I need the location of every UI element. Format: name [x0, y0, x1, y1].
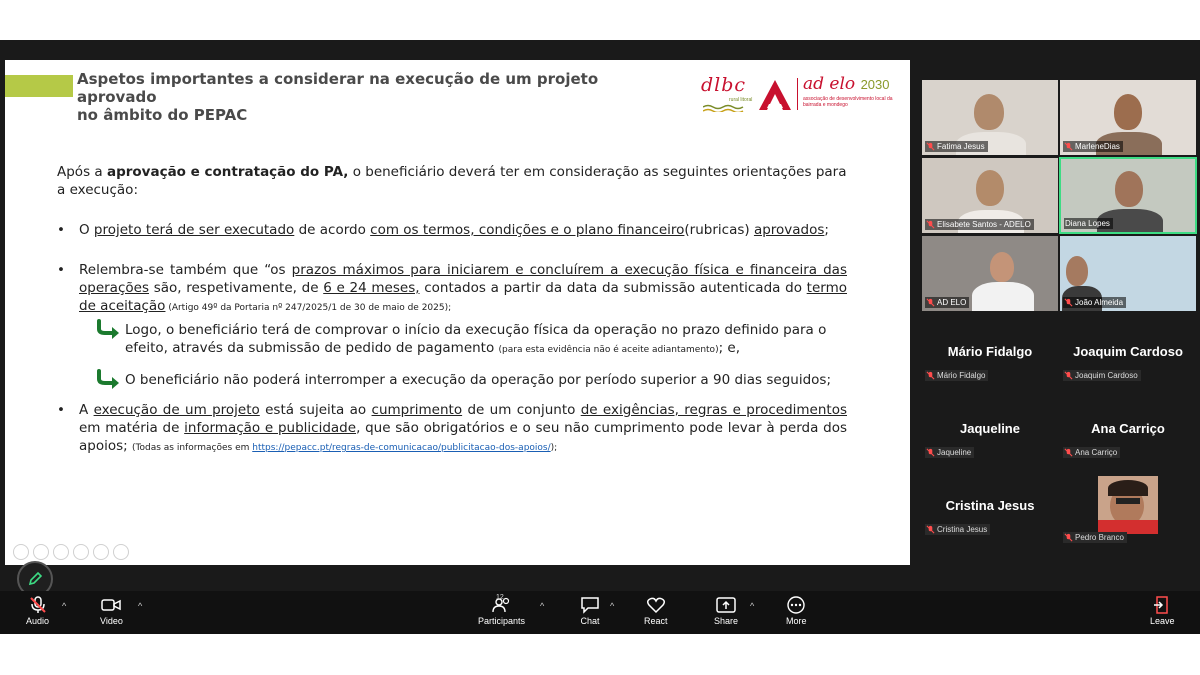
- share-options-caret[interactable]: ^: [750, 601, 755, 611]
- participant-name: João Almeida: [1075, 298, 1124, 307]
- video-tile[interactable]: [922, 236, 1058, 311]
- participant-name: Pedro Branco: [1075, 533, 1124, 542]
- curved-arrow-icon: [95, 319, 121, 339]
- partner-logos: [701, 74, 901, 114]
- annotation-tool-icon[interactable]: [113, 544, 129, 560]
- tile-name-label: [1064, 218, 1113, 229]
- bullet-3: [57, 401, 847, 457]
- participant-name: Mário Fidalgo: [937, 371, 986, 380]
- participant-name: Ana Carriço: [1075, 448, 1118, 457]
- dlbc-waves-icon: [703, 104, 747, 112]
- b2-text: contados a partir da data da submissão autenticada do: [419, 280, 807, 296]
- leave-button[interactable]: [1150, 596, 1175, 626]
- b2-underline: termo de aceitação: [79, 280, 847, 314]
- intro-bold: aprovação e contratação do PA,: [106, 164, 349, 180]
- tile-name-label: [1063, 447, 1120, 458]
- bullet-2: [57, 261, 847, 317]
- zoom-meeting-window: [0, 40, 1200, 634]
- react-button[interactable]: [644, 596, 668, 626]
- leave-label: Leave: [1150, 616, 1175, 626]
- participants-button[interactable]: [478, 596, 525, 626]
- sub-point-2: [57, 371, 847, 389]
- video-tile[interactable]: [1060, 80, 1196, 155]
- audio-options-caret[interactable]: ^: [62, 601, 67, 611]
- b2-underline: prazos máximos para iniciarem e concluírem a execução física e financeira das operações: [79, 262, 847, 296]
- b2-text: são, respetivamente, de: [148, 280, 324, 296]
- share-label: Share: [714, 616, 739, 626]
- participant-head: [1115, 171, 1143, 207]
- b1-text: de acordo: [294, 222, 371, 238]
- more-label: More: [786, 616, 807, 626]
- video-tile[interactable]: [922, 80, 1058, 155]
- b3-text: em matéria de: [79, 420, 185, 436]
- chat-bubble-icon: [580, 596, 600, 614]
- b3-underline: execução de um projeto: [93, 402, 260, 418]
- slide-title-line2: no âmbito do PEPAC: [77, 106, 248, 124]
- more-button[interactable]: [786, 596, 807, 626]
- leave-door-icon: [1152, 596, 1172, 614]
- sub1-end: ; e,: [718, 340, 741, 356]
- mic-off-icon: [926, 448, 935, 457]
- bullet-1: [57, 221, 847, 239]
- video-label: Video: [100, 616, 123, 626]
- participant-head: [990, 252, 1014, 282]
- tile-name-label: [1063, 370, 1141, 381]
- avatar-glasses: [1116, 498, 1140, 504]
- adelo-logo-sub: associação de desenvolvimento local da bairrada e mondego: [803, 96, 893, 108]
- chat-label: Chat: [580, 616, 600, 626]
- participants-count: 12: [496, 594, 504, 601]
- slide-body: [57, 163, 847, 457]
- share-screen-icon: [716, 596, 736, 614]
- b2-text: Relembra-se também que “os: [79, 262, 292, 278]
- title-accent-bar: [5, 75, 73, 97]
- b2-small: (Artigo 49º da Portaria nº 247/2025/1 de 30 de maio de 2025);: [165, 303, 452, 313]
- b1-text: (rubricas): [684, 222, 754, 238]
- mic-muted-icon: [29, 596, 47, 614]
- b2-underline: 6 e 24 meses,: [323, 280, 420, 296]
- sub-point-1: [57, 321, 847, 359]
- audio-button[interactable]: [26, 596, 49, 626]
- bullet-dot: •: [57, 262, 65, 278]
- b3-underline: informação e publicidade: [184, 420, 357, 436]
- pencil-icon: [27, 571, 43, 587]
- name-tile[interactable]: [922, 484, 1058, 559]
- annotation-tool-icon[interactable]: [13, 544, 29, 560]
- slide-title-line1: Aspetos importantes a considerar na execução de um projeto aprovado: [77, 70, 599, 106]
- participant-name: Fatima Jesus: [937, 142, 985, 151]
- slide-title: [77, 70, 677, 124]
- adelo-logo-text: ad elo: [803, 74, 856, 94]
- avatar: [1098, 476, 1158, 534]
- tile-name-label: [1063, 532, 1127, 543]
- participant-display-name: Jaqueline: [960, 421, 1020, 436]
- tile-name-label: [925, 219, 1034, 230]
- intro-paragraph: [57, 163, 847, 199]
- b3-small-end: );: [550, 443, 558, 453]
- photo-tile[interactable]: [1060, 476, 1196, 551]
- tile-name-label: [1063, 297, 1126, 308]
- bullet-dot: •: [57, 402, 65, 418]
- b3-underline: cumprimento: [371, 402, 463, 418]
- tile-name-label: [925, 524, 990, 535]
- b3-text: está sujeita ao: [259, 402, 372, 418]
- audio-label: Audio: [26, 616, 50, 626]
- logo-divider: [797, 78, 798, 110]
- heart-icon: [646, 596, 666, 614]
- bullet-dot: •: [57, 222, 65, 238]
- b3-text: A: [79, 402, 94, 418]
- participant-head: [1114, 94, 1142, 130]
- mic-off-icon: [1064, 298, 1073, 307]
- b3-small: (Todas as informações em: [132, 443, 253, 453]
- annotation-tool-icon[interactable]: [33, 544, 49, 560]
- b1-underline: aprovados: [753, 222, 825, 238]
- intro-post: o beneficiário deverá ter em consideração as seguintes orientações para a execução:: [57, 164, 847, 198]
- tile-name-label: [925, 370, 988, 381]
- chat-button[interactable]: [580, 596, 600, 626]
- adelo-logo: [803, 74, 889, 94]
- name-tile[interactable]: [1060, 407, 1196, 482]
- video-tile-active-speaker[interactable]: [1059, 157, 1197, 234]
- video-camera-icon: [101, 596, 121, 614]
- mic-off-icon: [926, 525, 935, 534]
- b1-underline: com os termos, condições e o plano financeiro: [370, 222, 685, 238]
- participants-options-caret[interactable]: ^: [540, 601, 545, 611]
- chat-options-caret[interactable]: ^: [610, 601, 615, 611]
- react-label: React: [644, 616, 668, 626]
- annotation-tool-icon[interactable]: [73, 544, 89, 560]
- tile-name-label: [925, 141, 988, 152]
- participant-head: [974, 94, 1004, 130]
- video-tile[interactable]: [1060, 236, 1196, 311]
- mic-off-icon: [1064, 533, 1073, 542]
- mic-off-icon: [1064, 371, 1073, 380]
- mic-off-icon: [926, 220, 935, 229]
- shared-screen-slide: [5, 60, 910, 565]
- name-tile[interactable]: [922, 330, 1058, 405]
- video-tile[interactable]: [922, 158, 1058, 233]
- participant-display-name: Mário Fidalgo: [947, 344, 1033, 359]
- mic-off-icon: [926, 142, 935, 151]
- adelo-logo-year: 2030: [860, 77, 890, 92]
- participants-label: Participants: [478, 616, 526, 626]
- b3-text: de um conjunto: [462, 402, 581, 418]
- name-tile[interactable]: [922, 407, 1058, 482]
- participant-display-name: Cristina Jesus: [945, 498, 1035, 513]
- b3-text: , que são obrigatórios e o seu não cumprimento pode levar à perda dos apoios;: [79, 420, 847, 454]
- b1-underline: projeto terá de ser executado: [93, 222, 295, 238]
- sub1-text: Logo, o beneficiário terá de comprovar o início da execução física da operação no prazo definido para o efeito, através da submissão de pedido de pagamento: [125, 322, 827, 356]
- tile-name-label: [925, 447, 974, 458]
- sub1-small: (para esta evidência não é aceite adiantamento): [498, 345, 719, 355]
- participant-display-name: Ana Carriço: [1091, 421, 1165, 436]
- pepac-link[interactable]: https://pepacc.pt/regras-de-comunicacao/publicitacao-dos-apoios/: [252, 443, 551, 453]
- share-button[interactable]: [714, 596, 738, 626]
- b1-text: ;: [824, 222, 829, 238]
- participant-body: [972, 282, 1034, 311]
- annotation-tool-icon[interactable]: [53, 544, 69, 560]
- tile-name-label: [1063, 141, 1123, 152]
- participant-name: Joaquim Cardoso: [1075, 371, 1138, 380]
- annotation-mini-tools[interactable]: [13, 544, 129, 560]
- mic-off-icon: [926, 371, 935, 380]
- mic-off-icon: [1064, 142, 1073, 151]
- b1-text: O: [79, 222, 94, 238]
- dlbc-logo: dlbc: [701, 74, 747, 96]
- video-options-caret[interactable]: ^: [138, 601, 143, 611]
- mic-off-icon: [926, 298, 935, 307]
- participant-name: MarleneDias: [1075, 142, 1120, 151]
- video-button[interactable]: [100, 596, 123, 626]
- tile-name-label: [925, 297, 969, 308]
- participant-display-name: Joaquim Cardoso: [1073, 344, 1183, 359]
- b3-underline: de exigências, regras e procedimentos: [580, 402, 847, 418]
- curved-arrow-icon: [95, 369, 121, 389]
- participant-name: AD ELO: [937, 298, 967, 307]
- participant-name: Cristina Jesus: [937, 525, 988, 534]
- name-tile[interactable]: [1060, 330, 1196, 405]
- participant-head: [976, 170, 1004, 206]
- annotation-tool-icon[interactable]: [93, 544, 109, 560]
- mic-off-icon: [1064, 448, 1073, 457]
- participant-name: Jaqueline: [937, 448, 972, 457]
- intro-pre: Após a: [57, 164, 107, 180]
- meeting-toolbar: [0, 591, 1200, 634]
- dlbc-logo-sub: rural litoral: [729, 97, 753, 103]
- participant-name: Elisabete Santos - ADELO: [937, 220, 1031, 229]
- avatar-hair: [1108, 480, 1148, 496]
- sub2-text: O beneficiário não poderá interromper a execução da operação por período superior a 90 dias seguidos;: [125, 372, 831, 388]
- participant-name: Diana Lopes: [1065, 219, 1110, 228]
- adelo-a-logo-icon: [757, 78, 793, 112]
- participant-head: [1066, 256, 1088, 286]
- more-dots-icon: [786, 596, 806, 614]
